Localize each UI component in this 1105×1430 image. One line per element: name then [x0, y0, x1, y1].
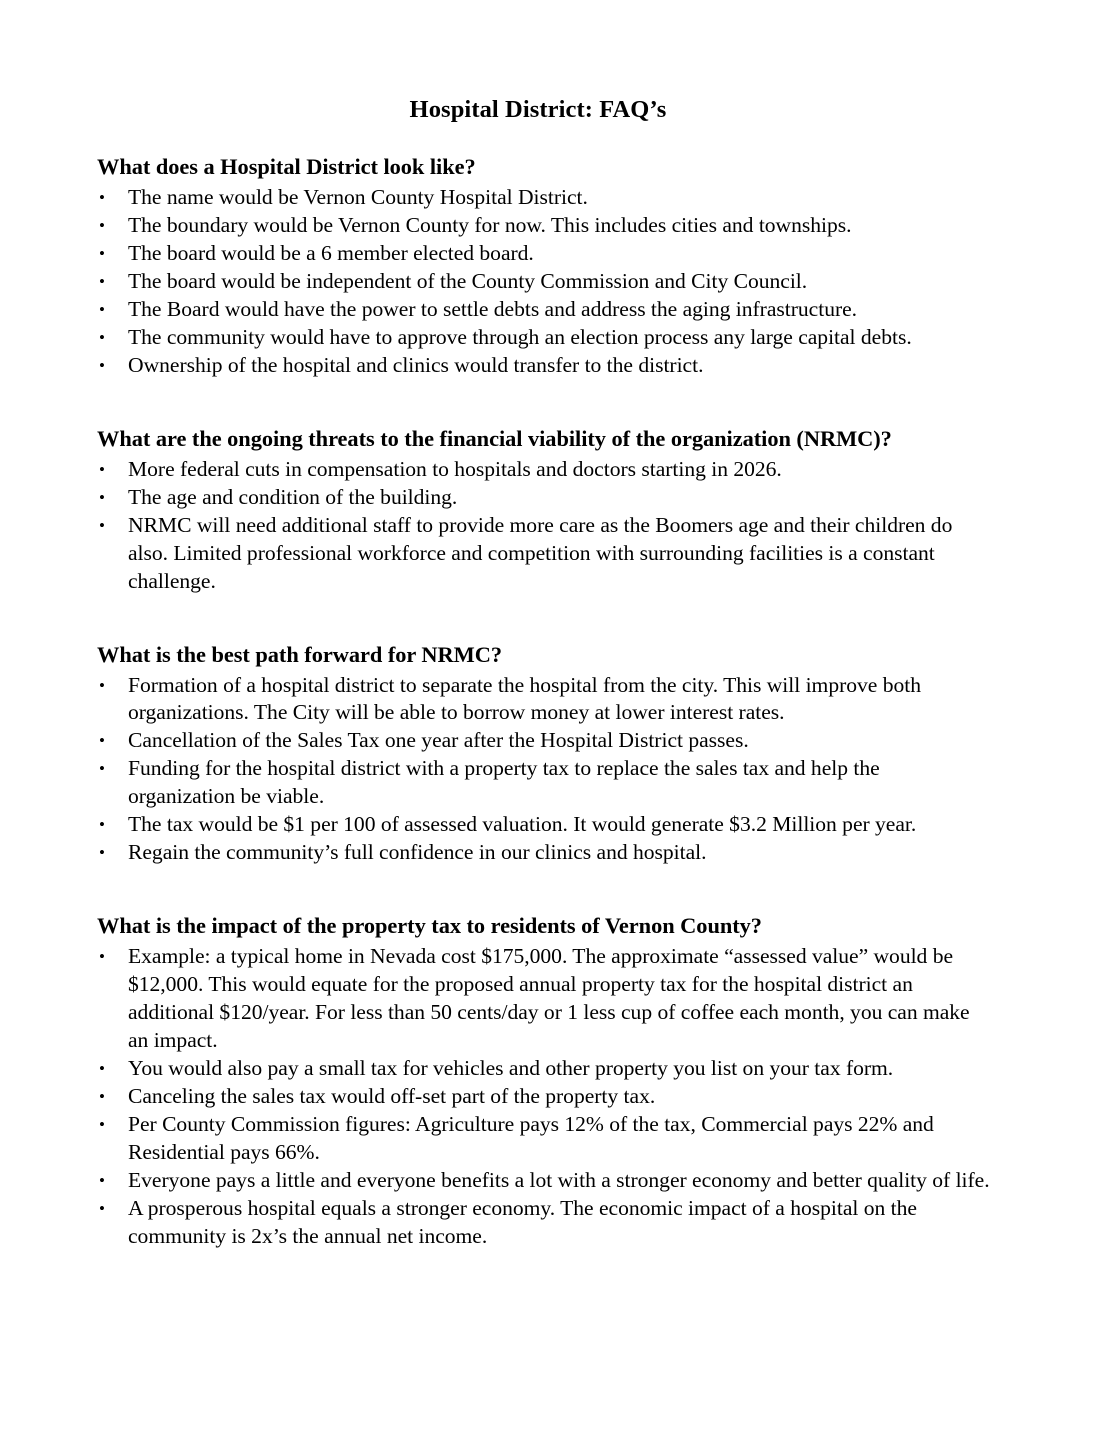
- bullet-list: [97, 943, 992, 1250]
- section-heading: What is the impact of the property tax to residents of Vernon County?: [97, 913, 762, 939]
- bullet-list: [97, 672, 992, 868]
- list-item: • The board would be independent of the County Commission and City Council.: [97, 268, 992, 296]
- list-item: • The community would have to approve through an election process any large capital debts.: [97, 324, 992, 352]
- faq-section-4: [97, 913, 992, 1250]
- list-item: • The age and condition of the building.: [97, 484, 992, 512]
- list-item: • Regain the community’s full confidence in our clinics and hospital.: [97, 839, 992, 867]
- list-item: • Funding for the hospital district with a property tax to replace the sales tax and help the organization be viable.: [97, 755, 992, 811]
- list-item: • More federal cuts in compensation to hospitals and doctors starting in 2026.: [97, 456, 992, 484]
- list-item: • You would also pay a small tax for vehicles and other property you list on your tax form.: [97, 1055, 992, 1083]
- list-item: • Canceling the sales tax would off-set part of the property tax.: [97, 1083, 992, 1111]
- faq-section-1: [97, 154, 992, 380]
- list-item: • A prosperous hospital equals a stronger economy. The economic impact of a hospital on the community is 2x’s the annual net income.: [97, 1195, 992, 1251]
- list-item: • Formation of a hospital district to separate the hospital from the city. This will improve both organizations. The City will be able to borrow money at lower interest rates.: [97, 672, 992, 728]
- faq-section-2: [97, 426, 992, 596]
- list-item: • Per County Commission figures: Agriculture pays 12% of the tax, Commercial pays 22% and Residential pays 66%.: [97, 1111, 992, 1167]
- list-item: • Cancellation of the Sales Tax one year after the Hospital District passes.: [97, 727, 992, 755]
- bullet-list: [97, 184, 992, 380]
- list-item: • The tax would be $1 per 100 of assessed valuation. It would generate $3.2 Million per year.: [97, 811, 992, 839]
- list-item: • Example: a typical home in Nevada cost $175,000. The approximate “assessed value” would be $12,000. This would equate for the proposed annual property tax for the hospital district an additional $120/year. For less than 50 cents/day or 1 less cup of coffee each month, you can make an impact.: [97, 943, 992, 1055]
- list-item: • NRMC will need additional staff to provide more care as the Boomers age and their children do also. Limited professional workforce and competition with surrounding facilities is a constant challenge.: [97, 512, 992, 596]
- list-item: • The board would be a 6 member elected board.: [97, 240, 992, 268]
- list-item: • Everyone pays a little and everyone benefits a lot with a stronger economy and better quality of life.: [97, 1167, 992, 1195]
- faq-section-3: [97, 642, 992, 868]
- page-title: Hospital District: FAQ’s: [409, 96, 667, 123]
- list-item: • The boundary would be Vernon County for now. This includes cities and townships.: [97, 212, 992, 240]
- section-heading: What is the best path forward for NRMC?: [97, 641, 502, 667]
- section-heading: What are the ongoing threats to the financial viability of the organization (NRMC)?: [97, 425, 892, 451]
- section-heading: What does a Hospital District look like?: [97, 154, 476, 180]
- list-item: • The name would be Vernon County Hospital District.: [97, 184, 992, 212]
- document-body: [97, 96, 992, 1251]
- list-item: • Ownership of the hospital and clinics would transfer to the district.: [97, 352, 992, 380]
- bullet-list: [97, 456, 992, 596]
- list-item: • The Board would have the power to settle debts and address the aging infrastructure.: [97, 296, 992, 324]
